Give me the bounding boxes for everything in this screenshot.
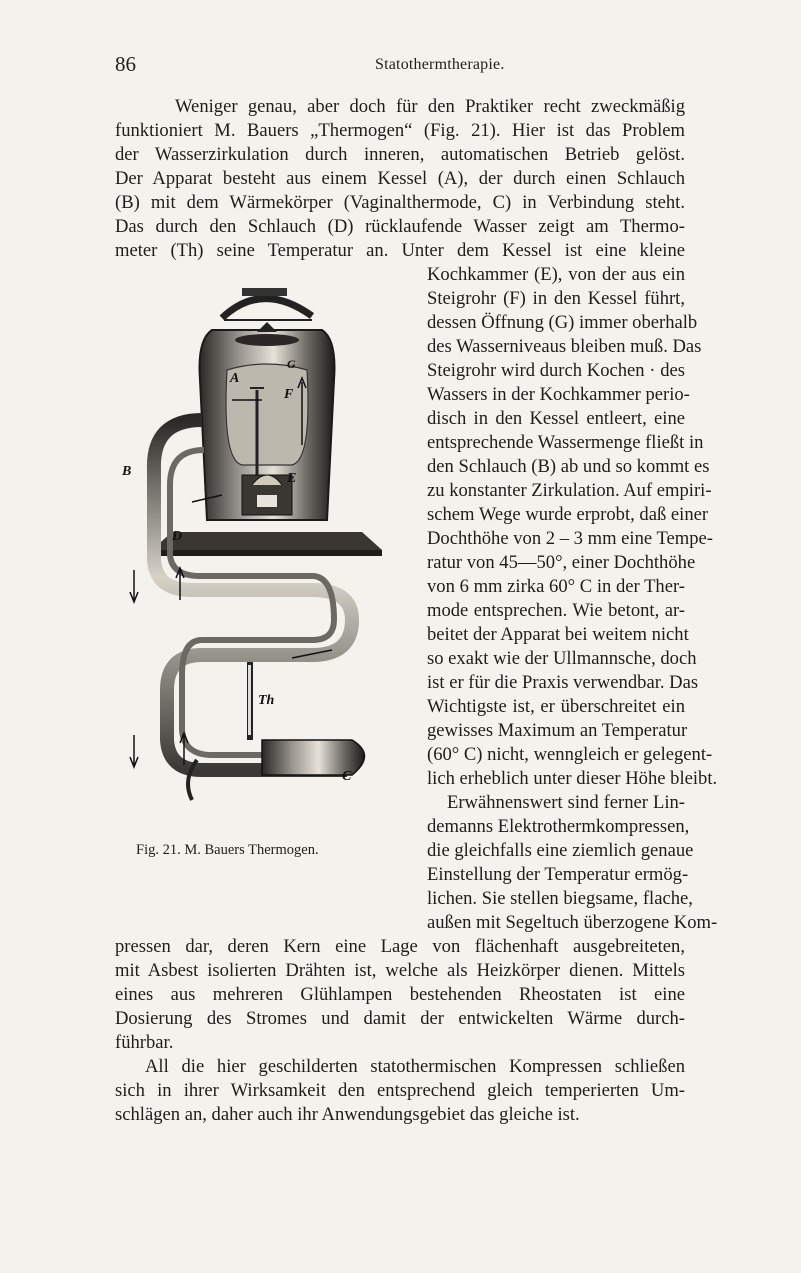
page-header <box>115 52 695 78</box>
text-line: lich erheblich unter dieser Höhe bleibt. <box>427 768 718 789</box>
text-line: Steigrohr wird durch Kochen · des <box>427 360 685 381</box>
text-line: die gleichfalls eine ziemlich genaue <box>427 840 694 861</box>
text-line: demanns Elektrothermkompressen, <box>427 816 690 837</box>
figure-label-e: E <box>287 471 297 486</box>
text-line: (60° C) nicht, wenngleich er gelegent- <box>427 744 713 765</box>
text-line: so exakt wie der Ullmannsche, doch <box>427 648 697 669</box>
text-line: disch in den Kessel entleert, eine <box>427 408 685 429</box>
text-line: eines aus mehreren Glühlampen bestehenden Rheostaten ist eine <box>115 984 685 1005</box>
text-line: schem Wege wurde erprobt, daß einer <box>427 504 709 525</box>
figure-label-d: D <box>172 529 183 544</box>
text-line: Steigrohr (F) in den Kessel führt, <box>427 288 685 309</box>
figure-label-g: G <box>287 357 296 371</box>
text-line: Dochthöhe von 2 – 3 mm eine Tempe- <box>427 528 713 549</box>
text-line: den Schlauch (B) ab und so kommt es <box>427 456 710 477</box>
text-line: zu konstanter Zirkulation. Auf empiri- <box>427 480 712 501</box>
text-line: Einstellung der Temperatur ermög- <box>427 864 689 885</box>
text-line: der Wasserzirkulation durch inneren, automatischen Betrieb gelöst. <box>115 144 685 165</box>
text-line: funktioniert M. Bauers „Thermogen“ (Fig. 21). Hier ist das Problem <box>115 120 685 141</box>
text-line: lichen. Sie stellen biegsame, flache, <box>427 888 693 909</box>
text-line: sich in ihrer Wirksamkeit den entsprechend gleich temperierten Um- <box>115 1080 685 1101</box>
text-line: Das durch den Schlauch (D) rücklaufende Wasser zeigt am Thermo- <box>115 216 685 237</box>
text-line: pressen dar, deren Kern eine Lage von flächenhaft ausgebreiteten, <box>115 936 685 957</box>
text-line: beitet der Apparat bei weitem nicht <box>427 624 689 645</box>
text-line: All die hier geschilderten statothermischen Kompressen schließen <box>145 1056 685 1077</box>
text-line: Wichtigste ist, er überschreitet ein <box>427 696 685 717</box>
thermogen-illustration <box>112 270 422 810</box>
text-line: des Wasserniveaus bleiben muß. Das <box>427 336 702 357</box>
figure-caption: Fig. 21. M. Bauers Thermogen. <box>136 842 319 858</box>
text-line: gewisses Maximum an Temperatur <box>427 720 688 741</box>
text-line: mode entsprechen. Wie betont, ar- <box>427 600 685 621</box>
text-line: ist er für die Praxis verwendbar. Das <box>427 672 699 693</box>
text-line: führbar. <box>115 1032 174 1053</box>
text-line: entsprechende Wassermenge fließt in <box>427 432 704 453</box>
running-title: Statothermtherapie. <box>375 56 505 73</box>
figure-label-a: A <box>230 371 240 386</box>
figure-label-th: Th <box>258 693 275 708</box>
text-line: dessen Öffnung (G) immer oberhalb <box>427 312 698 333</box>
text-line: Weniger genau, aber doch für den Praktiker recht zweckmäßig <box>175 96 685 117</box>
figure-label-c: C <box>342 769 352 784</box>
text-line: meter (Th) seine Temperatur an. Unter dem Kessel ist eine kleine <box>115 240 685 261</box>
text-line: außen mit Segeltuch überzogene Kom- <box>427 912 718 933</box>
text-line: Erwähnenswert sind ferner Lin- <box>447 792 685 813</box>
figure-label-b: B <box>122 464 132 479</box>
text-line: Kochkammer (E), von der aus ein <box>427 264 685 285</box>
text-line: schlägen an, daher auch ihr Anwendungsgebiet das gleiche ist. <box>115 1104 580 1125</box>
text-line: Der Apparat besteht aus einem Kessel (A), der durch einen Schlauch <box>115 168 685 189</box>
figure-label-f: F <box>284 387 294 402</box>
text-line: Dosierung des Stromes und damit der entwickelten Wärme durch- <box>115 1008 685 1029</box>
text-line: mit Asbest isolierten Drähten ist, welche als Heizkörper dienen. Mittels <box>115 960 685 981</box>
text-line: (B) mit dem Wärmekörper (Vaginalthermode, C) in Verbindung steht. <box>115 192 685 213</box>
text-line: von 6 mm zirka 60° C in der Ther- <box>427 576 685 597</box>
text-line: ratur von 45—50°, einer Dochthöhe <box>427 552 696 573</box>
text-line: Wassers in der Kochkammer perio- <box>427 384 690 405</box>
page-number: 86 <box>115 52 136 76</box>
